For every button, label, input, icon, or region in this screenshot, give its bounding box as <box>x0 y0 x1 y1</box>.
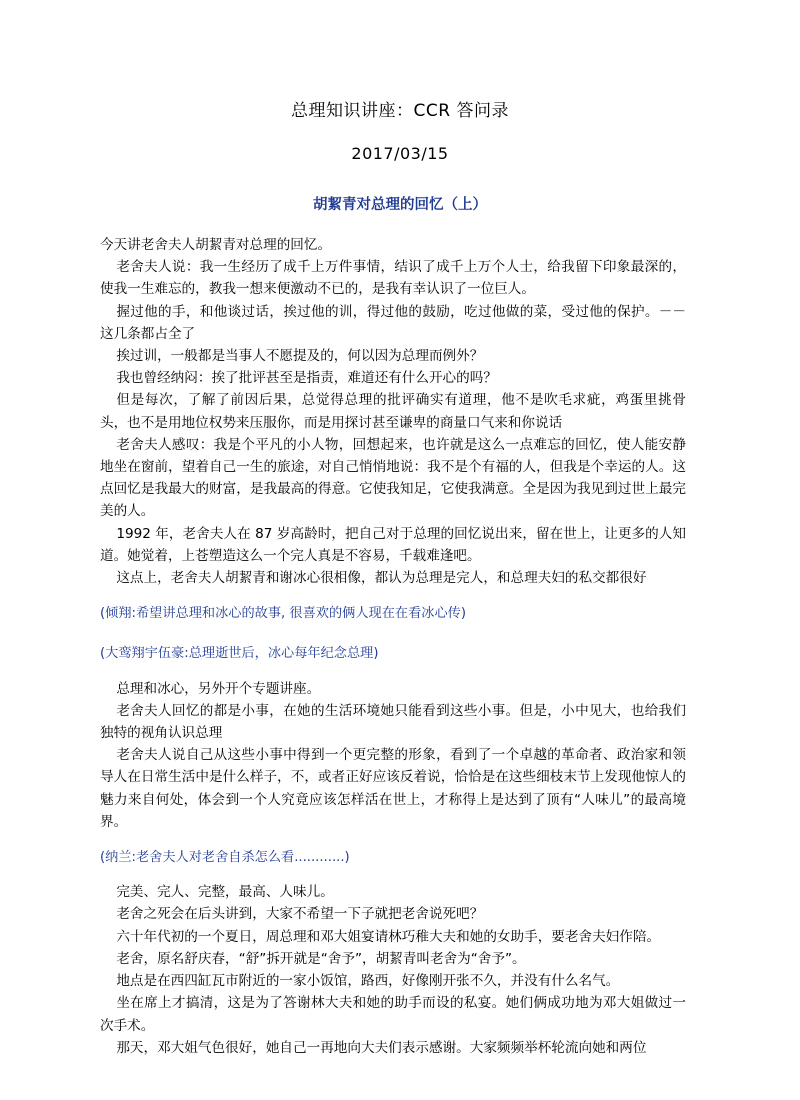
body-paragraph: 挨过训，一般都是当事人不愿提及的，何以因为总理而例外？ <box>116 348 484 365</box>
reader-comment: (倾翔:希望讲总理和冰心的故事, 很喜欢的俩人现在在看冰心传) <box>100 606 466 622</box>
document-date: 2017/03/15 <box>351 144 449 163</box>
body-paragraph: 老舍夫人说自己从这些小事中得到一个更完整的形象，看到了一个卓越的革命者、政治家和领导人在日常生活中是什么样子，不，或者正好应该反着说，恰恰是在这些细枝末节上发现他惊人的魅力来自何处，体会到一个人究竟应该怎样活在世上，才称得上是达到了顶有“人味儿”的最高境界。 <box>100 747 686 830</box>
body-paragraph: 完美、完人、完整，最高、人味儿。 <box>116 884 334 901</box>
body-paragraph: 那天，邓大姐气色很好，她自己一再地向大夫们表示感谢。大家频频举杯轮流向她和两位 <box>116 1039 647 1056</box>
reader-comment: (纳兰:老舍夫人对老舍自杀怎么看............) <box>100 850 350 866</box>
body-paragraph: 老舍，原名舒庆春，“舒”拆开就是“舍予”，胡絜青叫老舍为“舍予”。 <box>116 950 526 967</box>
body-paragraph: 1992 年，老舍夫人在 87 岁高龄时，把自己对于总理的回忆说出来，留在世上，让更多的人知道。她觉着，上苍塑造这么一个完人真是不容易，千载难逢吧。 <box>100 525 686 564</box>
document-subtitle: 胡絜青对总理的回忆（上） <box>313 197 487 213</box>
body-paragraph: 总理和冰心，另外开个专题讲座。 <box>116 680 321 697</box>
body-paragraph: 这点上，老舍夫人胡絜青和谢冰心很相像，都认为总理是完人，和总理夫妇的私交都很好 <box>116 570 647 587</box>
body-paragraph: 握过他的手，和他谈过话，挨过他的训，得过他的鼓励，吃过他做的菜，受过他的保护。－－这几条都占全了 <box>100 303 686 342</box>
body-paragraph: 但是每次，了解了前因后果，总觉得总理的批评确实有道理，他不是吹毛求疵，鸡蛋里挑骨头，也不是用地位权势来压服你，而是用探讨甚至谦卑的商量口气来和你说话 <box>100 392 686 431</box>
document-title: 总理知识讲座：CCR 答问录 <box>291 101 509 121</box>
body-paragraph: 老舍夫人回忆的都是小事，在她的生活环境她只能看到这些小事。但是，小中见大，也给我们独特的视角认识总理 <box>100 702 686 742</box>
body-paragraph: 今天讲老舍夫人胡絜青对总理的回忆。 <box>100 237 332 253</box>
body-paragraph: 六十年代初的一个夏日，周总理和邓大姐宴请林巧稚大夫和她的女助手，要老舍夫妇作陪。 <box>116 928 661 945</box>
document-body <box>100 234 686 1059</box>
body-paragraph: 老舍之死会在后头讲到，大家不希望一下子就把老舍说死吧？ <box>116 906 484 923</box>
body-paragraph: 地点是在西四缸瓦市附近的一家小饭馆，路西，好像刚开张不久，并没有什么名气。 <box>116 973 620 990</box>
body-paragraph: 老舍夫人说：我一生经历了成千上万件事情，结识了成千上万个人士，给我留下印象最深的，使我一生难忘的，教我一想来便激动不已的，是我有幸认识了一位巨人。 <box>100 259 686 298</box>
body-paragraph: 坐在席上才搞清，这是为了答谢林大夫和她的助手而设的私宴。她们俩成功地为邓大姐做过一次手术。 <box>100 995 686 1034</box>
body-paragraph: 老舍夫人感叹：我是个平凡的小人物，回想起来，也许就是这么一点难忘的回忆，使人能安静地坐在窗前，望着自己一生的旅途，对自己悄悄地说：我不是个有福的人，但我是个幸运的人。这点回忆是我最大的财富，是我最高的得意。它使我知足，它使我满意。全是因为我见到过世上最完美的人。 <box>100 436 686 520</box>
reader-comment: (大鸾翔宇伍豪:总理逝世后，冰心每年纪念总理) <box>100 646 379 662</box>
body-paragraph: 我也曾经纳闷：挨了批评甚至是指责，难道还有什么开心的吗？ <box>116 370 497 387</box>
